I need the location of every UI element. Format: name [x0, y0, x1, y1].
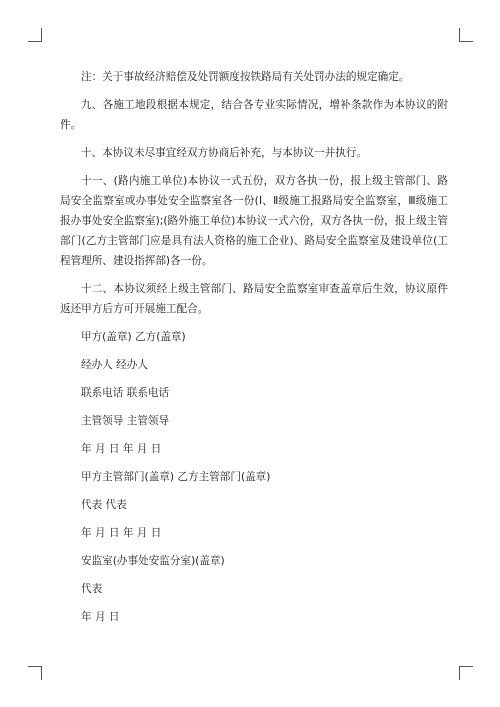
representative-line: 代表 代表 — [81, 499, 127, 511]
note-paragraph: 注：关于事故经济赔偿及处罚额度按铁路局有关处罚办法的规定确定。 — [81, 71, 410, 83]
date-line-3: 年 月 日 — [81, 611, 120, 623]
handler-line: 经办人 经办人 — [81, 359, 148, 371]
clause-11: 十一、(路内施工单位)本协议一式五份，双方各执一份，报上级主管部门、路局安全监察室或办事处安全监察室各一份(Ⅰ、Ⅱ级施工报路局安全监察室，Ⅲ级施工报办事处安全监察室);(路外施工单位)本协议一式六份，双方各执一份，报上级主管部门(乙方主管部门应是具有法人资格的施工企业)、路局安全监察室及建设单位(工程管理所、建设指挥部)各一份。 — [60, 175, 448, 267]
clause-10: 十、本协议未尽事宜经双方协商后补充，与本协议一并执行。 — [81, 147, 368, 159]
crop-mark-bottom-left — [28, 666, 42, 680]
document-body — [60, 67, 448, 635]
crop-mark-bottom-right — [459, 666, 473, 680]
leader-line: 主管领导 主管领导 — [81, 415, 170, 427]
date-line-2: 年 月 日 年 月 日 — [81, 527, 162, 539]
authority-seal-line: 甲方主管部门(盖章) 乙方主管部门(盖章) — [81, 471, 271, 483]
clause-9: 九、各施工地段根据本规定，结合各专业实际情况，增补条款作为本协议的附件。 — [60, 99, 448, 131]
clause-12: 十二、本协议须经上级主管部门、路局安全监察室审查盖章后生效，协议原件返还甲方后方可开展施工配合。 — [60, 283, 448, 315]
crop-mark-top-right — [459, 28, 473, 42]
party-seal-line: 甲方(盖章) 乙方(盖章) — [81, 331, 186, 343]
safety-office-seal-line: 安监室(办事处安监分室)(盖章) — [81, 555, 225, 567]
phone-line: 联系电话 联系电话 — [81, 387, 170, 399]
crop-mark-top-left — [28, 28, 42, 42]
safety-representative-line: 代表 — [81, 583, 103, 595]
date-line-1: 年 月 日 年 月 日 — [81, 443, 162, 455]
